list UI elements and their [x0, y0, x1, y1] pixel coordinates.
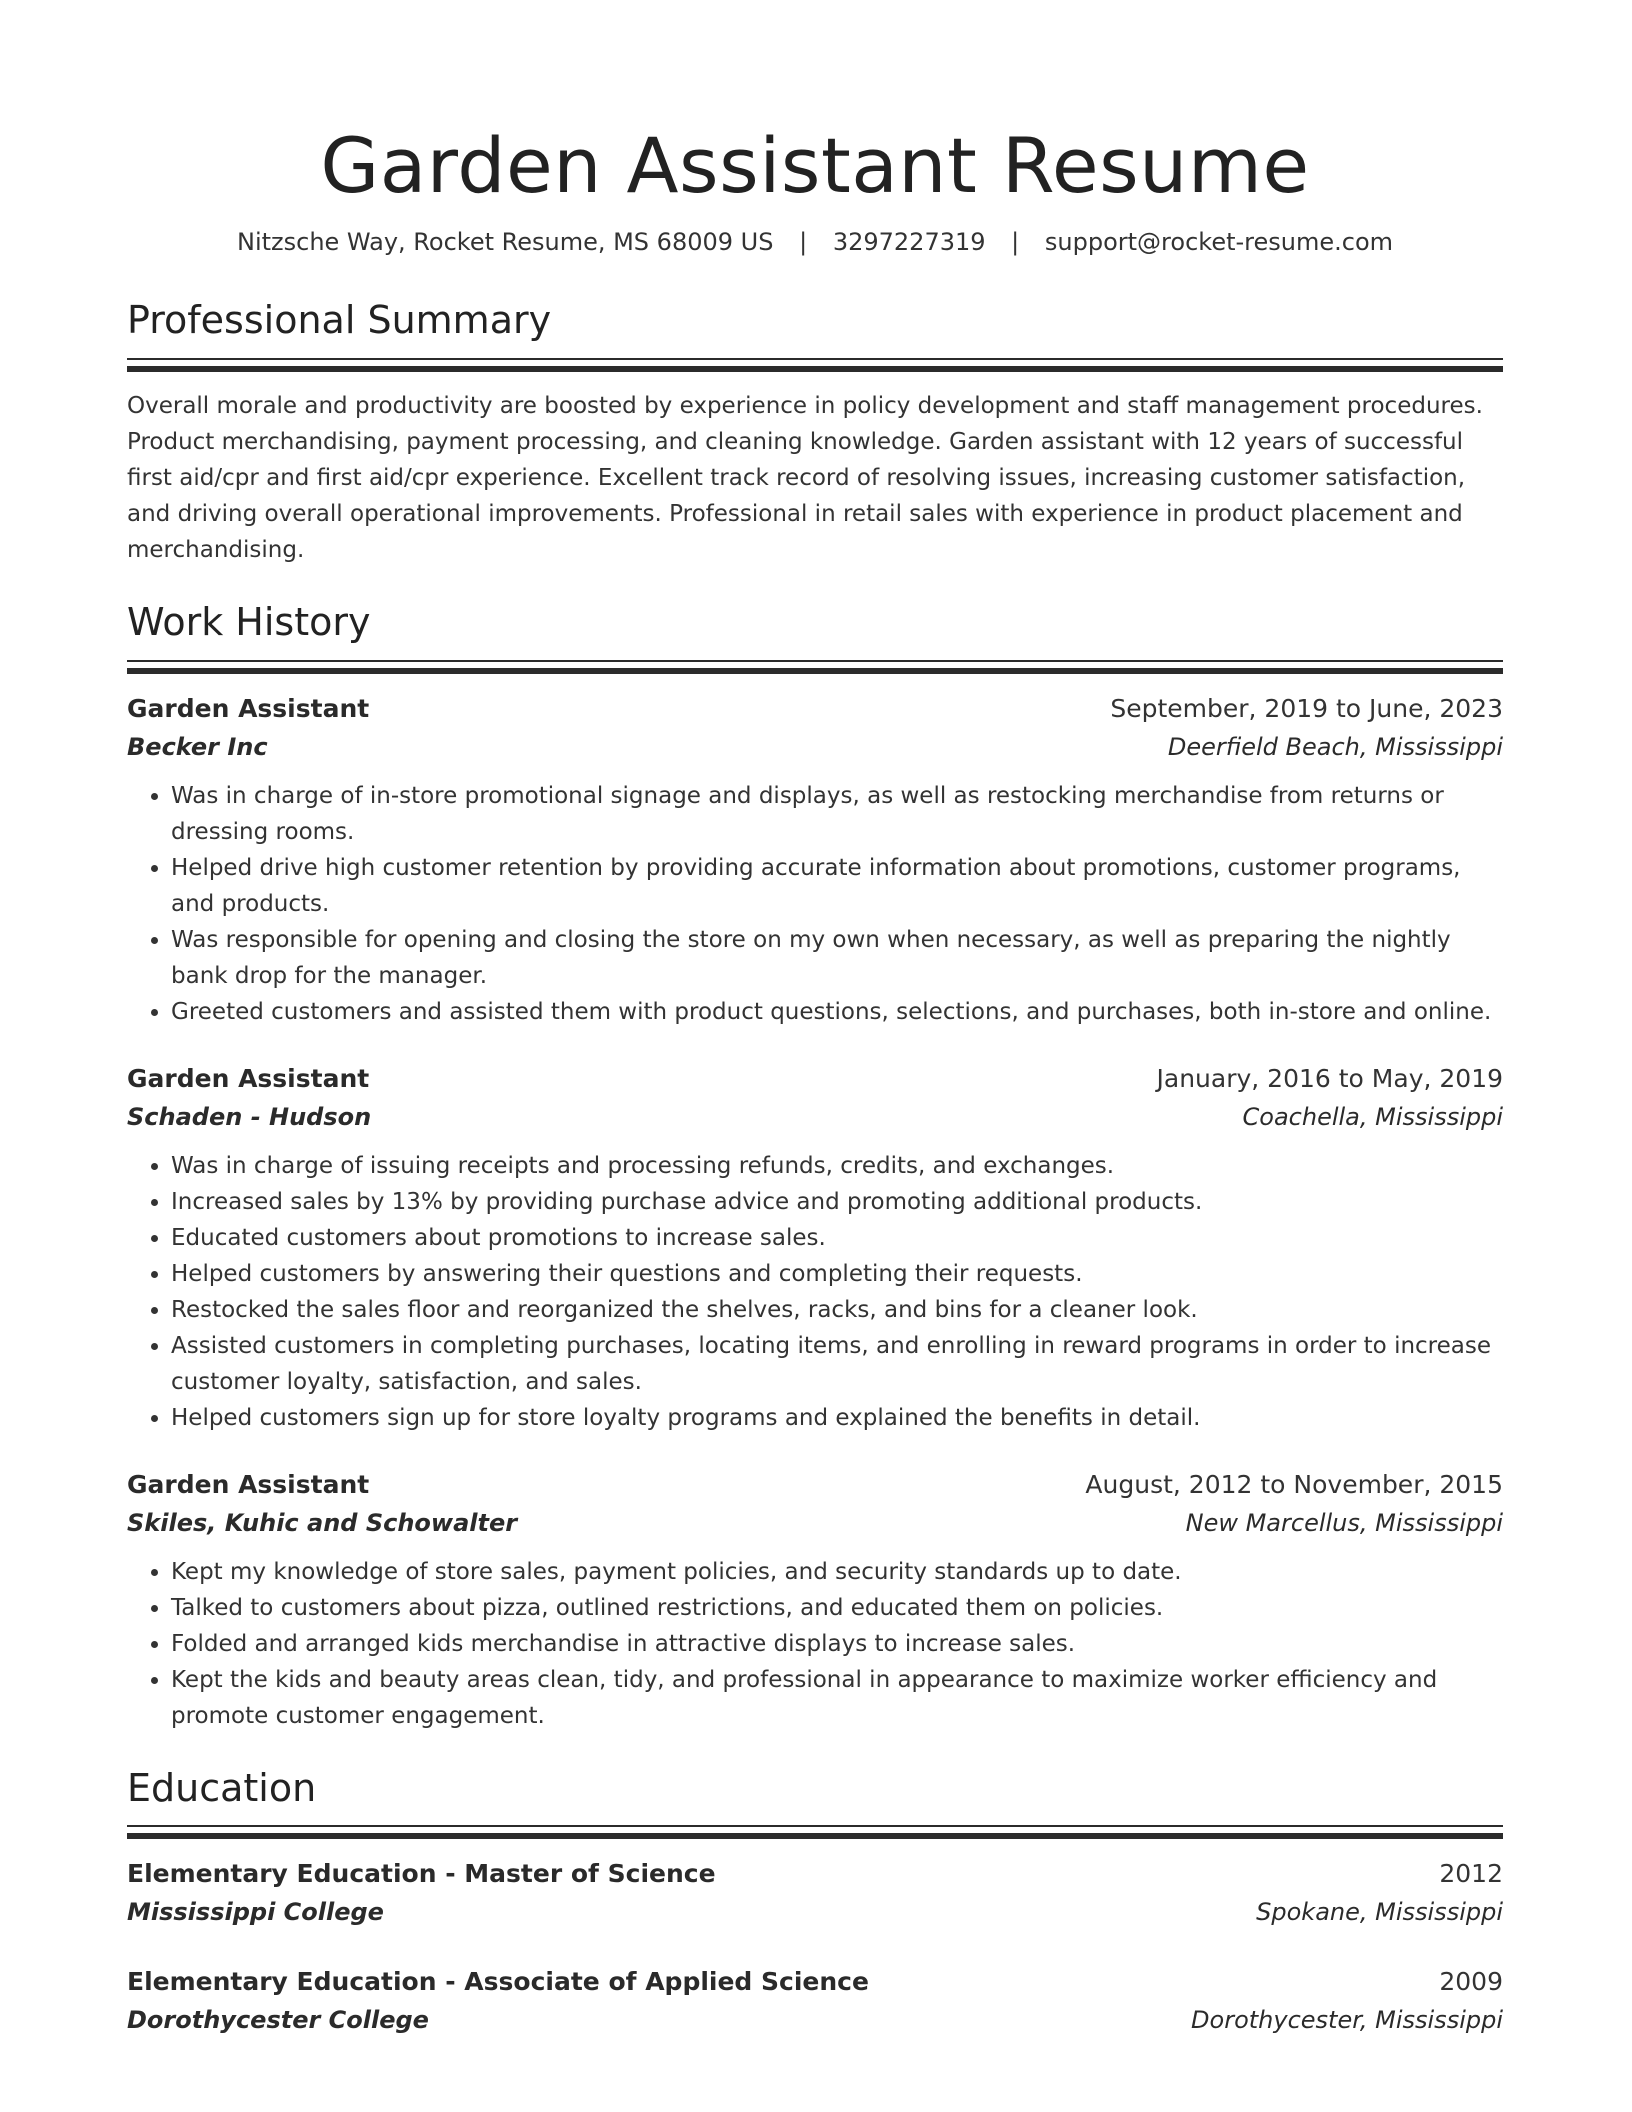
job-bullets — [127, 778, 1503, 1030]
section-heading-education: Education — [127, 1765, 317, 1810]
job-company: Schaden - Hudson — [127, 1102, 372, 1131]
job-bullets — [127, 1554, 1503, 1734]
list-item: • Increased sales by 13% by providing purchase advice and promoting additional products. — [171, 1184, 1503, 1220]
contact-email: support@rocket-resume.com — [1044, 228, 1393, 257]
section-divider — [127, 1825, 1503, 1827]
job-location: Deerfield Beach, Mississippi — [1167, 732, 1503, 761]
education-degree: Elementary Education - Associate of Applied Science — [127, 1967, 869, 1997]
section-divider-thick — [127, 1833, 1503, 1839]
summary-text: Overall morale and productivity are boosted by experience in policy development and staff management procedures. Product merchandising, payment processing, and cleaning knowledge. Garden assistant with 12 years of successful first aid/cpr and first aid/cpr experience. Excellent track record of resolving issues, increasing customer satisfaction, and driving overall operational improvements. Professional in retail sales with experience in product placement and merchandising. — [127, 392, 1483, 563]
section-heading-work-history: Work History — [127, 599, 371, 644]
work-history-section — [127, 600, 1503, 1734]
list-item: • Kept my knowledge of store sales, payment policies, and security standards up to date. — [171, 1554, 1503, 1590]
education-entry — [127, 1963, 1503, 2039]
education-header — [127, 1963, 1503, 2001]
job-company: Skiles, Kuhic and Schowalter — [127, 1508, 518, 1537]
section-divider-thick — [127, 668, 1503, 674]
education-year: 2012 — [1439, 1859, 1503, 1889]
list-item: • Helped drive high customer retention by providing accurate information about promotions, customer programs, and products. — [171, 850, 1503, 922]
summary-section — [127, 298, 1503, 568]
list-item: • Helped customers sign up for store loyalty programs and explained the benefits in detail. — [171, 1400, 1503, 1436]
job-header — [127, 1466, 1503, 1504]
section-divider — [127, 358, 1503, 360]
contact-separator: | — [799, 228, 808, 257]
section-heading-summary: Professional Summary — [127, 298, 552, 343]
education-header — [127, 1855, 1503, 1893]
job-dates: August, 2012 to November, 2015 — [1085, 1469, 1503, 1499]
job-title: Garden Assistant — [127, 1469, 370, 1499]
job-subheader — [127, 1098, 1503, 1136]
list-item: • Helped customers by answering their questions and completing their requests. — [171, 1256, 1503, 1292]
list-item: • Assisted customers in completing purchases, locating items, and enrolling in reward programs in order to increase customer loyalty, satisfaction, and sales. — [171, 1328, 1503, 1400]
section-divider — [127, 660, 1503, 662]
job-location: Coachella, Mississippi — [1242, 1102, 1503, 1131]
job-title: Garden Assistant — [127, 693, 370, 723]
education-subheader — [127, 1893, 1503, 1931]
section-divider-thick — [127, 366, 1503, 372]
education-school: Dorothycester College — [127, 2006, 429, 2035]
job-entry — [127, 1060, 1503, 1436]
job-dates: September, 2019 to June, 2023 — [1110, 693, 1503, 723]
education-subheader — [127, 2001, 1503, 2039]
list-item: • Was in charge of issuing receipts and processing refunds, credits, and exchanges. — [171, 1148, 1503, 1184]
list-item: • Educated customers about promotions to increase sales. — [171, 1220, 1503, 1256]
list-item: • Greeted customers and assisted them with product questions, selections, and purchases, both in-store and online. — [171, 994, 1503, 1030]
list-item: • Kept the kids and beauty areas clean, tidy, and professional in appearance to maximize worker efficiency and promote customer engagement. — [171, 1662, 1503, 1734]
list-item: • Talked to customers about pizza, outlined restrictions, and educated them on policies. — [171, 1590, 1503, 1626]
education-entry — [127, 1855, 1503, 1931]
contact-phone: 3297227319 — [832, 228, 986, 257]
job-subheader — [127, 1504, 1503, 1542]
contact-line — [127, 227, 1503, 258]
education-location: Dorothycester, Mississippi — [1191, 2006, 1503, 2035]
list-item: • Was responsible for opening and closing the store on my own when necessary, as well as preparing the nightly bank drop for the manager. — [171, 922, 1503, 994]
education-location: Spokane, Mississippi — [1256, 1898, 1503, 1927]
job-header — [127, 690, 1503, 728]
resume-title: Garden Assistant Resume — [320, 121, 1310, 210]
job-entry — [127, 690, 1503, 1030]
education-year: 2009 — [1439, 1967, 1503, 1997]
job-entry — [127, 1466, 1503, 1734]
education-school: Mississippi College — [127, 1898, 384, 1927]
job-subheader — [127, 728, 1503, 766]
list-item: • Restocked the sales floor and reorganized the shelves, racks, and bins for a cleaner look. — [171, 1292, 1503, 1328]
contact-separator: | — [1011, 228, 1020, 257]
list-item: • Was in charge of in-store promotional signage and displays, as well as restocking merchandise from returns or dressing rooms. — [171, 778, 1503, 850]
education-section — [127, 1766, 1503, 2040]
job-location: New Marcellus, Mississippi — [1185, 1508, 1503, 1537]
resume-page — [127, 0, 1503, 2039]
job-bullets — [127, 1148, 1503, 1436]
job-company: Becker Inc — [127, 732, 268, 761]
education-degree: Elementary Education - Master of Science — [127, 1859, 716, 1889]
contact-address: Nitzsche Way, Rocket Resume, MS 68009 US — [237, 228, 774, 257]
job-dates: January, 2016 to May, 2019 — [1156, 1063, 1503, 1093]
job-title: Garden Assistant — [127, 1063, 370, 1093]
job-header — [127, 1060, 1503, 1098]
list-item: • Folded and arranged kids merchandise in attractive displays to increase sales. — [171, 1626, 1503, 1662]
